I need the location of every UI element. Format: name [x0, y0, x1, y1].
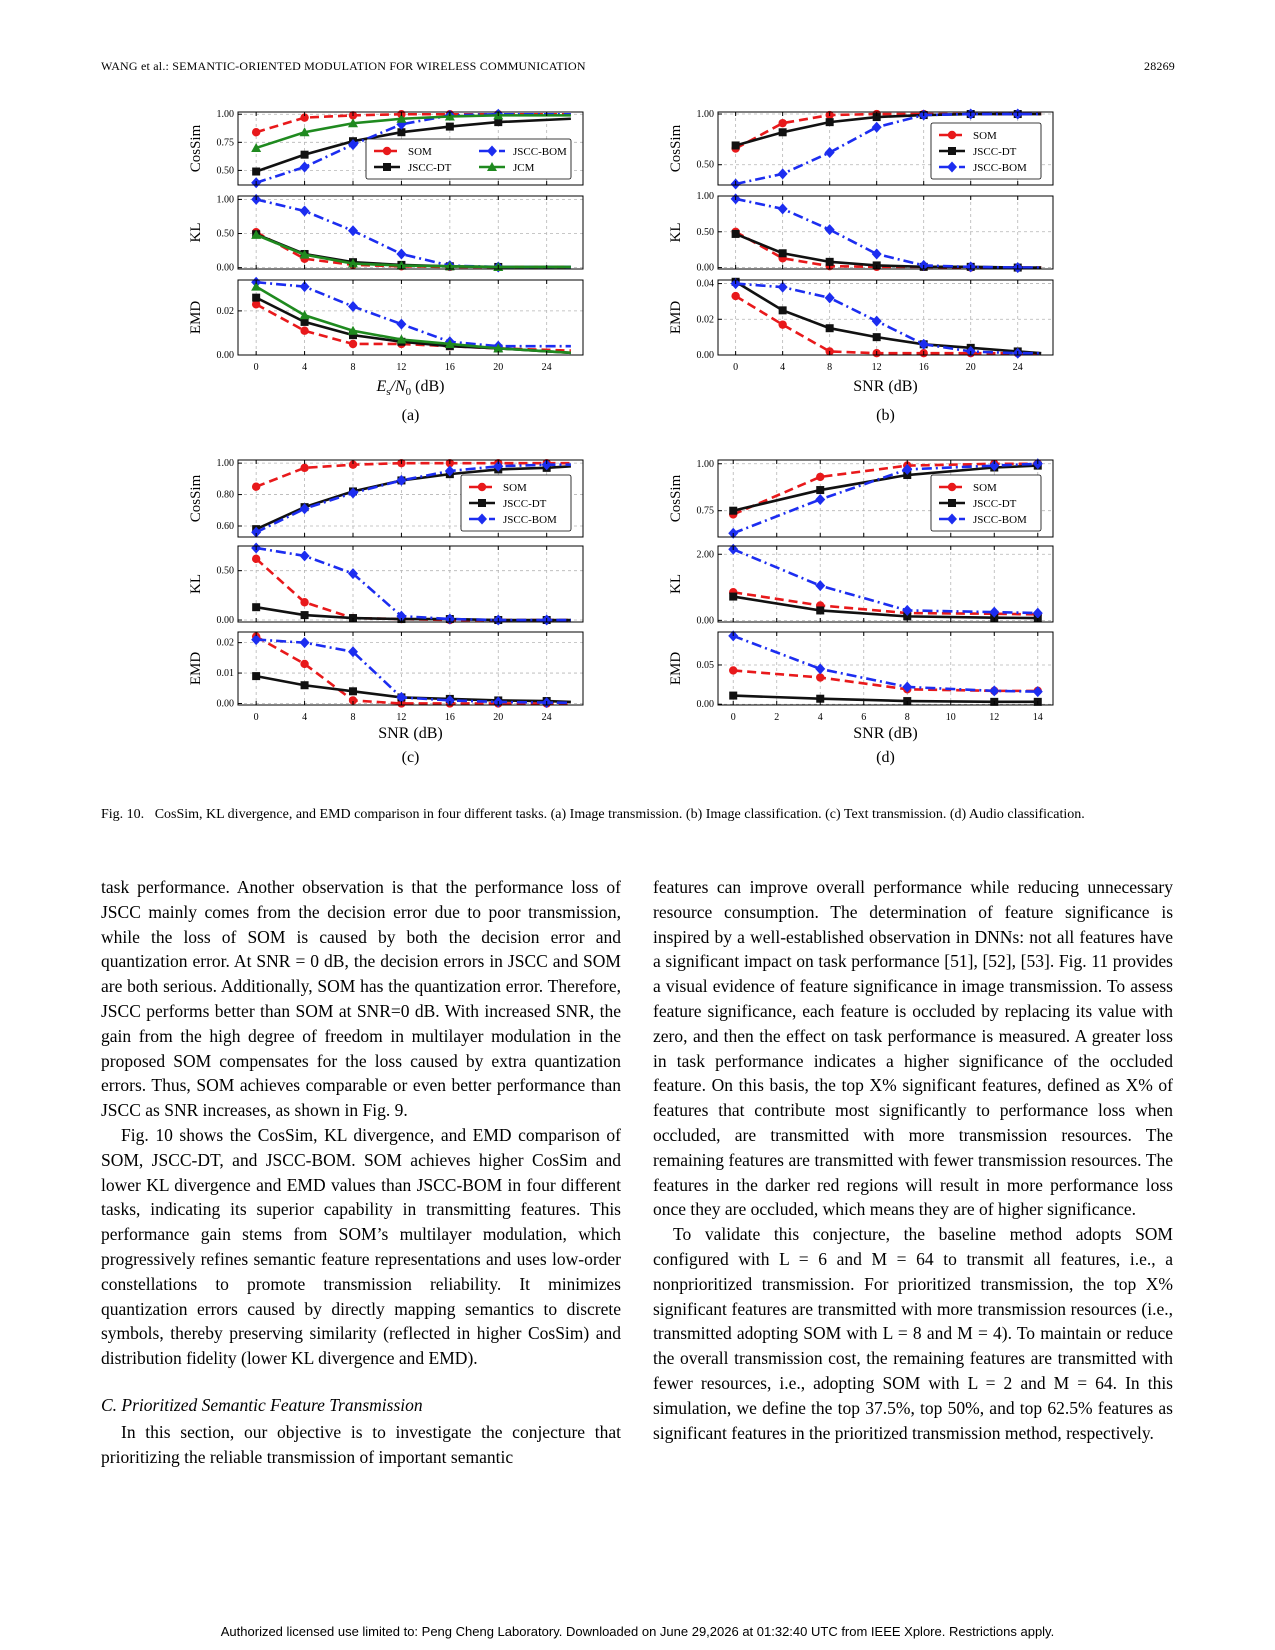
x-tick-label: 14	[1032, 712, 1043, 723]
x-tick-label: 0	[730, 712, 736, 723]
chart-panel-d	[668, 458, 1053, 766]
data-point	[729, 692, 737, 700]
legend-label: JSCC-BOM	[513, 146, 567, 158]
y-tick-label: 0.00	[696, 350, 714, 361]
y-tick-label: 0.50	[696, 226, 714, 238]
data-point	[478, 499, 486, 507]
y-tick-label: 0.00	[216, 350, 234, 361]
x-tick-label: 10	[945, 712, 956, 723]
data-point	[300, 464, 308, 472]
data-point	[948, 131, 956, 139]
data-point	[252, 483, 260, 491]
data-point	[816, 473, 824, 481]
y-tick-label: 0.00	[696, 615, 714, 627]
y-tick-label: 0.80	[216, 489, 234, 501]
data-point	[948, 483, 956, 491]
legend	[931, 123, 1041, 179]
data-point	[729, 666, 737, 674]
x-tick-label: 20	[493, 712, 504, 723]
subplot-kl	[188, 194, 583, 274]
subplot-cossim	[668, 109, 1053, 190]
data-point	[300, 598, 308, 606]
y-tick-label: 0.00	[216, 262, 234, 274]
x-tick-label: 4	[817, 712, 823, 723]
figure-caption-label: Fig. 10.	[101, 807, 145, 822]
y-tick-label: 1.00	[696, 109, 714, 121]
legend	[461, 475, 571, 531]
figure-caption-text: CosSim, KL divergence, and EMD comparison in four different tasks. (a) Image transmission. (b) Image classification. (c) Text transmission. (d) Audio classification.	[154, 807, 1085, 822]
legend-label: JSCC-BOM	[973, 162, 1027, 174]
y-tick-label: 0.50	[216, 565, 234, 577]
legend-label: SOM	[503, 482, 527, 494]
y-axis-label: KL	[668, 222, 684, 243]
x-tick-label: 12	[871, 362, 882, 373]
legend-label: JCM	[513, 162, 535, 174]
subplot-cossim	[668, 458, 1053, 538]
running-title: WANG et al.: SEMANTIC-ORIENTED MODULATION FOR WIRELESS COMMUNICATION	[101, 59, 586, 73]
panel-label: (d)	[876, 749, 895, 766]
paragraph: Fig. 10 shows the CosSim, KL divergence, and EMD comparison of SOM, JSCC-DT, and JSCC-BOM. SOM achieves higher CosSim and lower KL divergence and EMD values than JSCC-BOM in four different tasks, indicating its superior capability in transmitting features. This performance gain stems from SOM’s multilayer modulation, which progressively refines semantic feature representations and uses low-order constellations to promote transmission reliability. It minimizes quantization errors caused by directly mapping semantics to discrete symbols, thereby preserving similarity (reflected in higher CosSim) and distribution fidelity (lower KL divergence and EMD).	[101, 1124, 621, 1369]
data-point	[300, 327, 308, 335]
x-tick-label: 20	[493, 362, 504, 373]
y-tick-label: 1.00	[216, 458, 234, 470]
x-tick-label: 16	[444, 712, 455, 723]
y-axis-label: KL	[668, 574, 684, 594]
x-tick-label: 24	[1012, 362, 1023, 373]
data-point	[732, 141, 740, 149]
data-point	[948, 499, 956, 507]
x-axis-label: SNR (dB)	[378, 725, 443, 742]
x-tick-label: 8	[350, 712, 356, 723]
plot-area	[718, 196, 1053, 269]
subplot-kl	[668, 544, 1053, 627]
y-axis-label: CosSim	[668, 124, 684, 173]
x-tick-label: 12	[396, 362, 407, 373]
plot-area	[718, 280, 1053, 355]
panel-label: (a)	[401, 407, 420, 424]
legend	[366, 139, 571, 179]
y-axis-label: CosSim	[188, 474, 204, 523]
legend-label: SOM	[973, 130, 997, 142]
y-tick-label: 0.04	[696, 278, 714, 290]
y-axis-label: KL	[188, 574, 204, 594]
page-number: 28269	[1144, 59, 1175, 73]
x-tick-label: 0	[733, 362, 739, 373]
y-tick-label: 2.00	[696, 549, 714, 561]
legend-label: JSCC-BOM	[973, 514, 1027, 526]
y-axis-label: CosSim	[188, 124, 204, 173]
data-point	[729, 593, 737, 601]
body-column-left	[101, 875, 621, 1469]
y-tick-label: 0.01	[216, 668, 234, 680]
y-tick-label: 1.00	[696, 458, 714, 470]
section-heading: C. Prioritized Semantic Feature Transmission	[101, 1394, 423, 1415]
panel-label: (c)	[401, 749, 420, 766]
subplot-cossim	[188, 109, 583, 189]
data-point	[816, 606, 824, 614]
y-axis-label: EMD	[668, 651, 684, 686]
data-point	[478, 483, 486, 491]
y-axis-label: EMD	[188, 651, 204, 686]
y-tick-label: 0.02	[216, 305, 234, 317]
y-tick-label: 0.60	[216, 521, 234, 532]
y-tick-label: 0.50	[696, 159, 714, 171]
legend-label: JSCC-DT	[503, 498, 547, 510]
y-tick-label: 0.75	[216, 137, 234, 149]
y-tick-label: 0.50	[216, 165, 234, 177]
x-tick-label: 20	[965, 362, 976, 373]
x-tick-label: 12	[396, 712, 407, 723]
subplot-kl	[188, 542, 583, 626]
y-tick-label: 1.00	[216, 109, 234, 121]
y-tick-label: 0.05	[696, 659, 714, 671]
y-axis-label: KL	[188, 222, 204, 243]
legend-label: SOM	[973, 482, 997, 494]
data-point	[252, 128, 260, 136]
x-tick-label: 24	[541, 712, 552, 723]
y-tick-label: 1.00	[696, 191, 714, 202]
y-axis-label: EMD	[188, 300, 204, 335]
body-column-right	[653, 875, 1173, 1445]
data-point	[778, 320, 786, 328]
subplot-cossim	[188, 458, 583, 538]
x-tick-label: 0	[253, 362, 259, 373]
legend-box	[366, 139, 571, 179]
data-point	[301, 151, 309, 159]
figure-10-plots	[0, 0, 1275, 800]
x-tick-label: 4	[780, 362, 786, 373]
paragraph: task performance. Another observation is that the performance loss of JSCC mainly comes from the decision error due to poor transmission, while the loss of SOM is caused by both the decision error and quantization error. At SNR = 0 dB, the decision errors in JSCC and SOM are both serious. Additionally, SOM has the quantization error. Therefore, JSCC performs better than SOM at SNR=0 dB. With increased SNR, the gain from the high degree of freedom in multilayer modulation in the proposed SOM compensates for the loss caused by extra quantization errors. Thus, SOM achieves comparable or even better performance than JSCC as SNR increases, as shown in Fig. 9.	[101, 877, 621, 1121]
data-point	[301, 681, 309, 689]
data-point	[779, 306, 787, 314]
y-tick-label: 0.75	[696, 505, 714, 517]
data-point	[826, 118, 834, 126]
data-point	[446, 123, 454, 131]
x-tick-label: 16	[918, 362, 929, 373]
panel-label: (b)	[876, 407, 895, 424]
y-axis-label: CosSim	[668, 474, 684, 523]
data-point	[732, 230, 740, 238]
subplot-emd	[668, 278, 1053, 373]
legend-label: JSCC-DT	[973, 146, 1017, 158]
x-tick-label: 2	[774, 712, 780, 723]
data-point	[301, 611, 309, 619]
data-point	[948, 147, 956, 155]
data-point	[816, 673, 824, 681]
plot-area	[718, 546, 1053, 622]
data-point	[383, 147, 391, 155]
y-tick-label: 0.02	[696, 314, 714, 326]
x-tick-label: 4	[302, 362, 308, 373]
subplot-emd	[188, 277, 583, 373]
x-axis-label: $E_s/N_0$ (dB)	[376, 378, 445, 398]
legend-label: JSCC-DT	[408, 162, 452, 174]
subplot-kl	[668, 191, 1053, 274]
x-tick-label: 8	[904, 712, 910, 723]
data-point	[779, 128, 787, 136]
figure-caption	[101, 806, 1175, 824]
chart-panel-c	[188, 458, 583, 766]
data-point	[816, 486, 824, 494]
y-tick-label: 0.00	[216, 698, 234, 710]
subplot-emd	[668, 630, 1053, 723]
x-tick-label: 6	[861, 712, 867, 723]
x-tick-label: 12	[989, 712, 1000, 723]
data-point	[826, 258, 834, 266]
plot-area	[238, 546, 583, 622]
paragraph: To validate this conjecture, the baseline method adopts SOM configured with L = 6 and M = 64 to transmit all features, i.e., a nonprioritized transmission. For prioritized transmission, the top X% significant features are transmitted with more transmission resources (i.e., transmitted adopting SOM with L = 8 and M = 4). To maintain or reduce the overall transmission cost, the remaining features are transmitted with fewer resources, i.e., adopting SOM with L = 2 and M = 64. In this simulation, we define the top 37.5%, top 50%, and top 62.5% features as significant features in the prioritized transmission method, respectively.	[653, 1224, 1173, 1443]
paragraph: features can improve overall performance while reducing unnecessary resource consumption. The determination of feature significance is inspired by a well-established observation in DNNs: not all features have a significant impact on task performance [51], [52], [53]. Fig. 11 provides a visual evidence of feature significance in image transmission. To assess feature significance, each feature is occluded by replacing its value with zero, and then the effect on task performance is measured. A greater loss in task performance indicates a higher significance of the occluded feature. On this basis, the top X% significant features, defined as X% of features that contribute most significantly to performance loss when occluded, are transmitted with more transmission resources. The remaining features are transmitted with fewer transmission resources. The features in the darker red regions will result in more performance loss once they are occluded, which means they are of higher significance.	[653, 877, 1173, 1220]
x-tick-label: 8	[827, 362, 833, 373]
license-footer: Authorized licensed use limited to: Peng Cheng Laboratory. Downloaded on June 29,2026 at 01:32:40 UTC from IEEE Xplore. Restrictions apply.	[220, 1624, 1055, 1639]
x-tick-label: 16	[444, 362, 455, 373]
x-tick-label: 4	[302, 712, 308, 723]
data-point	[779, 249, 787, 257]
x-tick-label: 0	[253, 712, 259, 723]
x-tick-label: 8	[350, 362, 356, 373]
y-tick-label: 0.00	[696, 262, 714, 274]
data-point	[826, 324, 834, 332]
y-tick-label: 1.00	[216, 194, 234, 206]
plot-area	[718, 632, 1053, 705]
data-point	[729, 507, 737, 515]
subplot-emd	[188, 632, 583, 723]
legend	[931, 475, 1041, 531]
data-point	[731, 292, 739, 300]
data-point	[252, 603, 260, 611]
chart-panel-b	[668, 109, 1053, 424]
y-tick-label: 0.02	[216, 637, 234, 649]
data-point	[252, 555, 260, 563]
x-axis-label: SNR (dB)	[853, 725, 918, 742]
y-axis-label: EMD	[668, 300, 684, 335]
data-point	[300, 660, 308, 668]
data-point	[349, 687, 357, 695]
figure-10	[0, 0, 1275, 800]
data-point	[252, 672, 260, 680]
chart-panel-a	[188, 109, 583, 424]
data-point	[252, 294, 260, 302]
paragraph: In this section, our objective is to investigate the conjecture that prioritizing the reliable transmission of important semantic	[101, 1421, 621, 1467]
plot-area	[238, 632, 583, 705]
data-point	[349, 340, 357, 348]
legend-label: SOM	[408, 146, 432, 158]
x-tick-label: 24	[541, 362, 552, 373]
data-point	[778, 119, 786, 127]
x-axis-label: SNR (dB)	[853, 378, 918, 395]
y-tick-label: 0.50	[216, 228, 234, 240]
y-tick-label: 0.00	[216, 615, 234, 627]
y-tick-label: 0.00	[696, 699, 714, 711]
data-point	[252, 168, 260, 176]
data-point	[383, 163, 391, 171]
data-point	[873, 333, 881, 341]
legend-label: JSCC-BOM	[503, 514, 557, 526]
legend-label: JSCC-DT	[973, 498, 1017, 510]
